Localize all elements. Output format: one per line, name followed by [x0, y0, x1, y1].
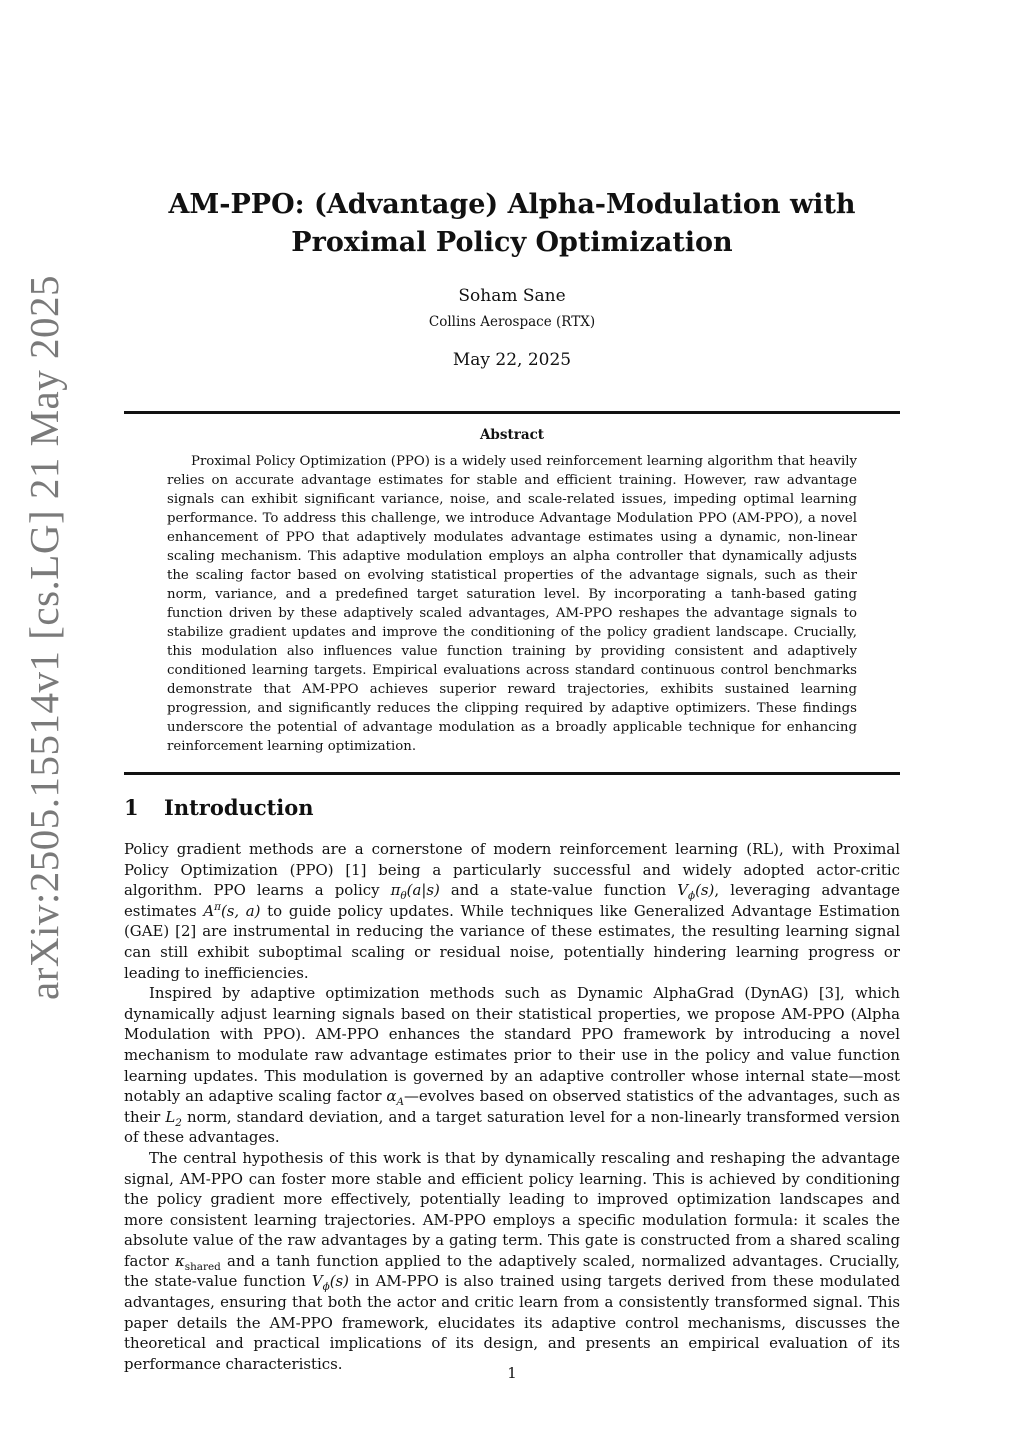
alpha-symbol: $\alpha_A$ — [386, 1087, 404, 1109]
paper-title-line-1: AM-PPO: (Advantage) Alpha-Modulation with — [168, 189, 856, 220]
intro-p3-text-b: and a tanh function applied to the adaptively scaled, normalized advantages. Crucially, the state-value function — [124, 1251, 901, 1291]
section-title: Introduction — [164, 795, 314, 820]
author-affiliation: Collins Aerospace (RTX) — [428, 314, 596, 330]
introduction-body — [124, 839, 900, 1374]
abstract-bottom-rule — [124, 772, 900, 775]
intro-p1-text-c: , leveraging advantage estimates — [124, 881, 900, 920]
paper-title — [124, 186, 900, 262]
section-number: 1 — [124, 795, 139, 820]
abstract-heading: Abstract — [479, 427, 545, 443]
value-function-symbol: $V_\phi(s)$ — [677, 881, 715, 903]
intro-p1-text-a: Policy gradient methods are a cornerstone of modern reinforcement learning (RL), with Proximal Policy Optimization (PPO) [1] being a particularly successful and widely adopted actor-critic algorithm. PPO learns a policy — [124, 840, 900, 900]
arxiv-identifier-stamp: arXiv:2505.15514v1 [cs.LG] 21 May 2025 — [21, 274, 67, 1000]
paper-title-line-2: Proximal Policy Optimization — [291, 227, 733, 258]
intro-p1-text-d: to guide policy updates. While techniques like Generalized Advantage Estimation (GAE) [2] are instrumental in reducing the variance of these estimates, the resulting learning signal can still exhibit suboptimal scaling or residual noise, potentially hindering learning progress or leading to inefficiencies. — [124, 901, 901, 982]
abstract-text: Proximal Policy Optimization (PPO) is a widely used reinforcement learning algorithm that heavily relies on accurate advantage estimates for stable and efficient training. However, raw advantage signals can exhibit significant variance, noise, and scale-related issues, impeding optimal learning performance. To address this challenge, we introduce Advantage Modulation PPO (AM-PPO), a novel enhancement of PPO that adaptively modulates advantage estimates using a dynamic, non-linear scaling mechanism. This adaptive modulation employs an alpha controller that dynamically adjusts the scaling factor based on evolving statistical properties of the advantage signals, such as their norm, variance, and a predefined target saturation level. By incorporating a tanh-based gating function driven by these adaptively scaled advantages, AM-PPO reshapes the advantage signals to stabilize gradient updates and improve the conditioning of the policy gradient landscape. Crucially, this modulation also influences value function training by providing consistent and adaptively conditioned learning targets. Empirical evaluations across standard continuous control benchmarks demonstrate that AM-PPO achieves superior reward trajectories, exhibits sustained learning progression, and significantly reduces the clipping required by adaptive optimizers. These findings underscore the potential of advantage modulation as a broadly applicable technique for enhancing reinforcement learning optimization. — [167, 454, 857, 754]
page-number: 1 — [507, 1364, 517, 1382]
policy-symbol: $\pi_\theta(a|s)$ — [390, 881, 440, 903]
author-name: Soham Sane — [458, 286, 566, 306]
intro-paragraph-3 — [124, 1148, 900, 1375]
publication-date: May 22, 2025 — [452, 350, 572, 370]
intro-paragraph-1 — [124, 839, 900, 983]
advantage-symbol: $A^\pi(s$, a) — [203, 900, 261, 920]
value-function-symbol-2: $V_\phi(s)$ — [311, 1272, 349, 1294]
intro-p1-text-b: and a state-value function — [439, 881, 678, 900]
intro-p2-text-c: norm, standard deviation, and a target saturation level for a non-linearly transformed version of these advantages. — [124, 1107, 900, 1147]
l2-norm-symbol: $L_2$ — [165, 1107, 182, 1129]
section-heading-introduction — [124, 795, 314, 820]
intro-p2-text-b: —evolves based on observed statistics of the advantages, such as their — [124, 1087, 900, 1126]
intro-p3-text-c: in AM-PPO is also trained using targets derived from these modulated advantages, ensuring that both the actor and critic learn from a consistently transformed signal. This paper details the AM-PPO framework, elucidates its adaptive control mechanisms, discusses the theoretical and practical implications of its design, and presents an empirical evaluation of its performance characteristics. — [124, 1272, 900, 1373]
kappa-shared-symbol: $\kappa_{shared}$ — [174, 1251, 221, 1273]
abstract-top-rule — [124, 411, 900, 414]
intro-p2-text-a: Inspired by adaptive optimization methods such as Dynamic AlphaGrad (DynAG) [3], which dynamically adjust learning signals based on their statistical properties, we propose AM-PPO (Alpha Modulation with PPO). AM-PPO enhances the standard PPO framework by introducing a novel mechanism to modulate raw advantage estimates prior to their use in the policy and value function learning updates. This modulation is governed by an adaptive controller whose internal state—most notably an adaptive scaling factor — [124, 984, 900, 1106]
intro-paragraph-2 — [124, 983, 900, 1148]
intro-p3-text-a: The central hypothesis of this work is that by dynamically rescaling and reshaping the advantage signal, AM-PPO can foster more stable and efficient policy learning. This is achieved by conditioning the policy gradient more effectively, potentially leading to improved optimization landscapes and more consistent learning trajectories. AM-PPO employs a specific modulation formula: it scales the absolute value of the raw advantages by a gating term. This gate is constructed from a shared scaling factor — [124, 1148, 900, 1270]
